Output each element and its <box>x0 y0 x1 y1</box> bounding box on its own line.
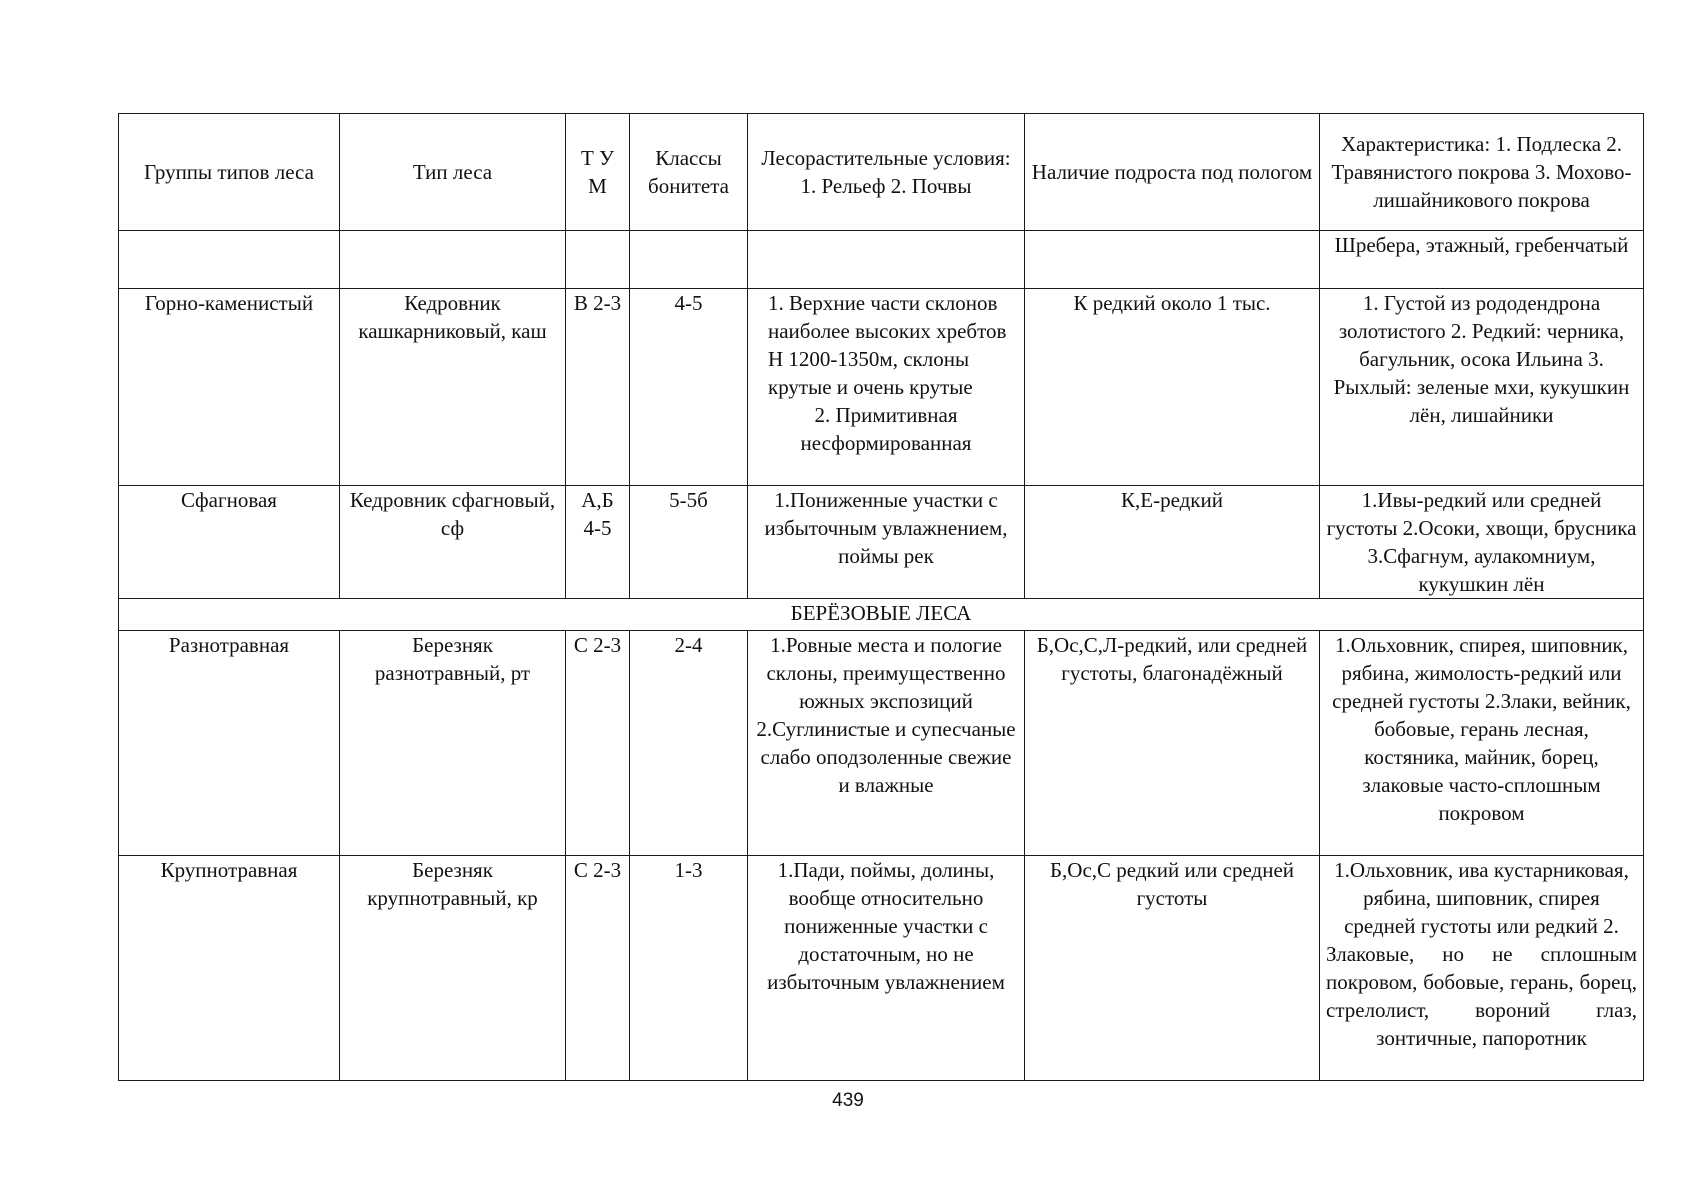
cell-tum: С 2-3 <box>566 856 630 1081</box>
cell-characteristic: 1. Густой из рододендрона золотистого 2. Редкий: черника, багульник, осока Ильина 3. Рыхлый: зеленые мхи, кукушкин лён, лишайники <box>1320 289 1644 486</box>
table-cell-empty <box>566 231 630 289</box>
table-row <box>119 856 1644 1081</box>
cell-type: Кедровник кашкарниковый, каш <box>340 289 566 486</box>
table-row <box>119 631 1644 856</box>
cell-undergrowth: К,Е-редкий <box>1025 486 1320 599</box>
cell-characteristic <box>1320 856 1644 1081</box>
cell-characteristic: 1.Ольховник, спирея, шиповник, рябина, жимолость-редкий или средней густоты 2.Злаки, вейник, бобовые, герань лесная, костяника, майник, борец, злаковые часто-сплошным покровом <box>1320 631 1644 856</box>
cell-bonitet: 5-5б <box>630 486 748 599</box>
header-forest-type: Тип леса <box>340 114 566 231</box>
cell-group: Разнотравная <box>119 631 340 856</box>
cell-group: Горно-каменистый <box>119 289 340 486</box>
cell-group: Сфагновая <box>119 486 340 599</box>
cell-tum: В 2-3 <box>566 289 630 486</box>
table-header-row <box>119 114 1644 231</box>
cell-type: Кедровник сфагновый, сф <box>340 486 566 599</box>
forest-types-table <box>118 113 1644 1081</box>
cell-characteristic: 1.Ивы-редкий или средней густоты 2.Осоки, хвощи, брусника 3.Сфагнум, аулакомниум, кукушкин лён <box>1320 486 1644 599</box>
section-title: БЕРЁЗОВЫЕ ЛЕСА <box>119 599 1644 631</box>
cell-conditions: 1.Пониженные участки с избыточным увлажнением, поймы рек <box>748 486 1025 599</box>
cell-bonitet: 4-5 <box>630 289 748 486</box>
cell-conditions <box>748 289 1025 486</box>
section-row-birch <box>119 599 1644 631</box>
cell-undergrowth: Б,Ос,С редкий или средней густоты <box>1025 856 1320 1081</box>
cell-undergrowth: К редкий около 1 тыс. <box>1025 289 1320 486</box>
header-undergrowth: Наличие подроста под пологом <box>1025 114 1320 231</box>
characteristic-part-shrubs: 1.Ольховник, ива кустарниковая, рябина, шиповник, спирея средней густоты или редкий 2. <box>1334 858 1629 938</box>
cell-type: Березняк разнотравный, рт <box>340 631 566 856</box>
cell-tum: С 2-3 <box>566 631 630 856</box>
table-row <box>119 289 1644 486</box>
conditions-list <box>754 289 1018 457</box>
table-cell-empty <box>340 231 566 289</box>
cell-characteristic: Шребера, этажный, гребенчатый <box>1320 231 1644 289</box>
conditions-item-relief: 1. Верхние части склонов наиболее высоких хребтов Н 1200-1350м, склоны крутые и очень крутые <box>768 291 1007 399</box>
header-bonitet-class: Классы бонитета <box>630 114 748 231</box>
cell-type: Березняк крупнотравный, кр <box>340 856 566 1081</box>
cell-conditions: 1.Пади, поймы, долины, вообще относительно пониженные участки с достаточным, но не избыточным увлажнением <box>748 856 1025 1081</box>
header-tum: Т У М <box>566 114 630 231</box>
table-row <box>119 486 1644 599</box>
table-row-continuation <box>119 231 1644 289</box>
table-cell-empty <box>748 231 1025 289</box>
cell-group: Крупнотравная <box>119 856 340 1081</box>
characteristic-part-herbs: Злаковые, но не сплошным покровом, бобовые, герань, борец, стрелолист, вороний глаз, зонтичные, папоротник <box>1326 942 1637 1050</box>
header-forest-group: Группы типов леса <box>119 114 340 231</box>
cell-undergrowth: Б,Ос,С,Л-редкий, или средней густоты, благонадёжный <box>1025 631 1320 856</box>
table-cell-empty <box>119 231 340 289</box>
cell-tum: А,Б 4-5 <box>566 486 630 599</box>
cell-conditions: 1.Ровные места и пологие склоны, преимущественно южных экспозиций 2.Суглинистые и супесчаные слабо оподзоленные свежие и влажные <box>748 631 1025 856</box>
table-cell-empty <box>630 231 748 289</box>
page-number: 439 <box>832 1090 864 1111</box>
header-characteristic: Характеристика: 1. Подлеска 2. Травянистого покрова 3. Мохово-лишайникового покрова <box>1320 114 1644 231</box>
header-growing-conditions: Лесорастительные условия: 1. Рельеф 2. Почвы <box>748 114 1025 231</box>
cell-bonitet: 1-3 <box>630 856 748 1081</box>
table-cell-empty <box>1025 231 1320 289</box>
conditions-item-soil: 2. Примитивная несформированная <box>800 403 972 455</box>
cell-bonitet: 2-4 <box>630 631 748 856</box>
